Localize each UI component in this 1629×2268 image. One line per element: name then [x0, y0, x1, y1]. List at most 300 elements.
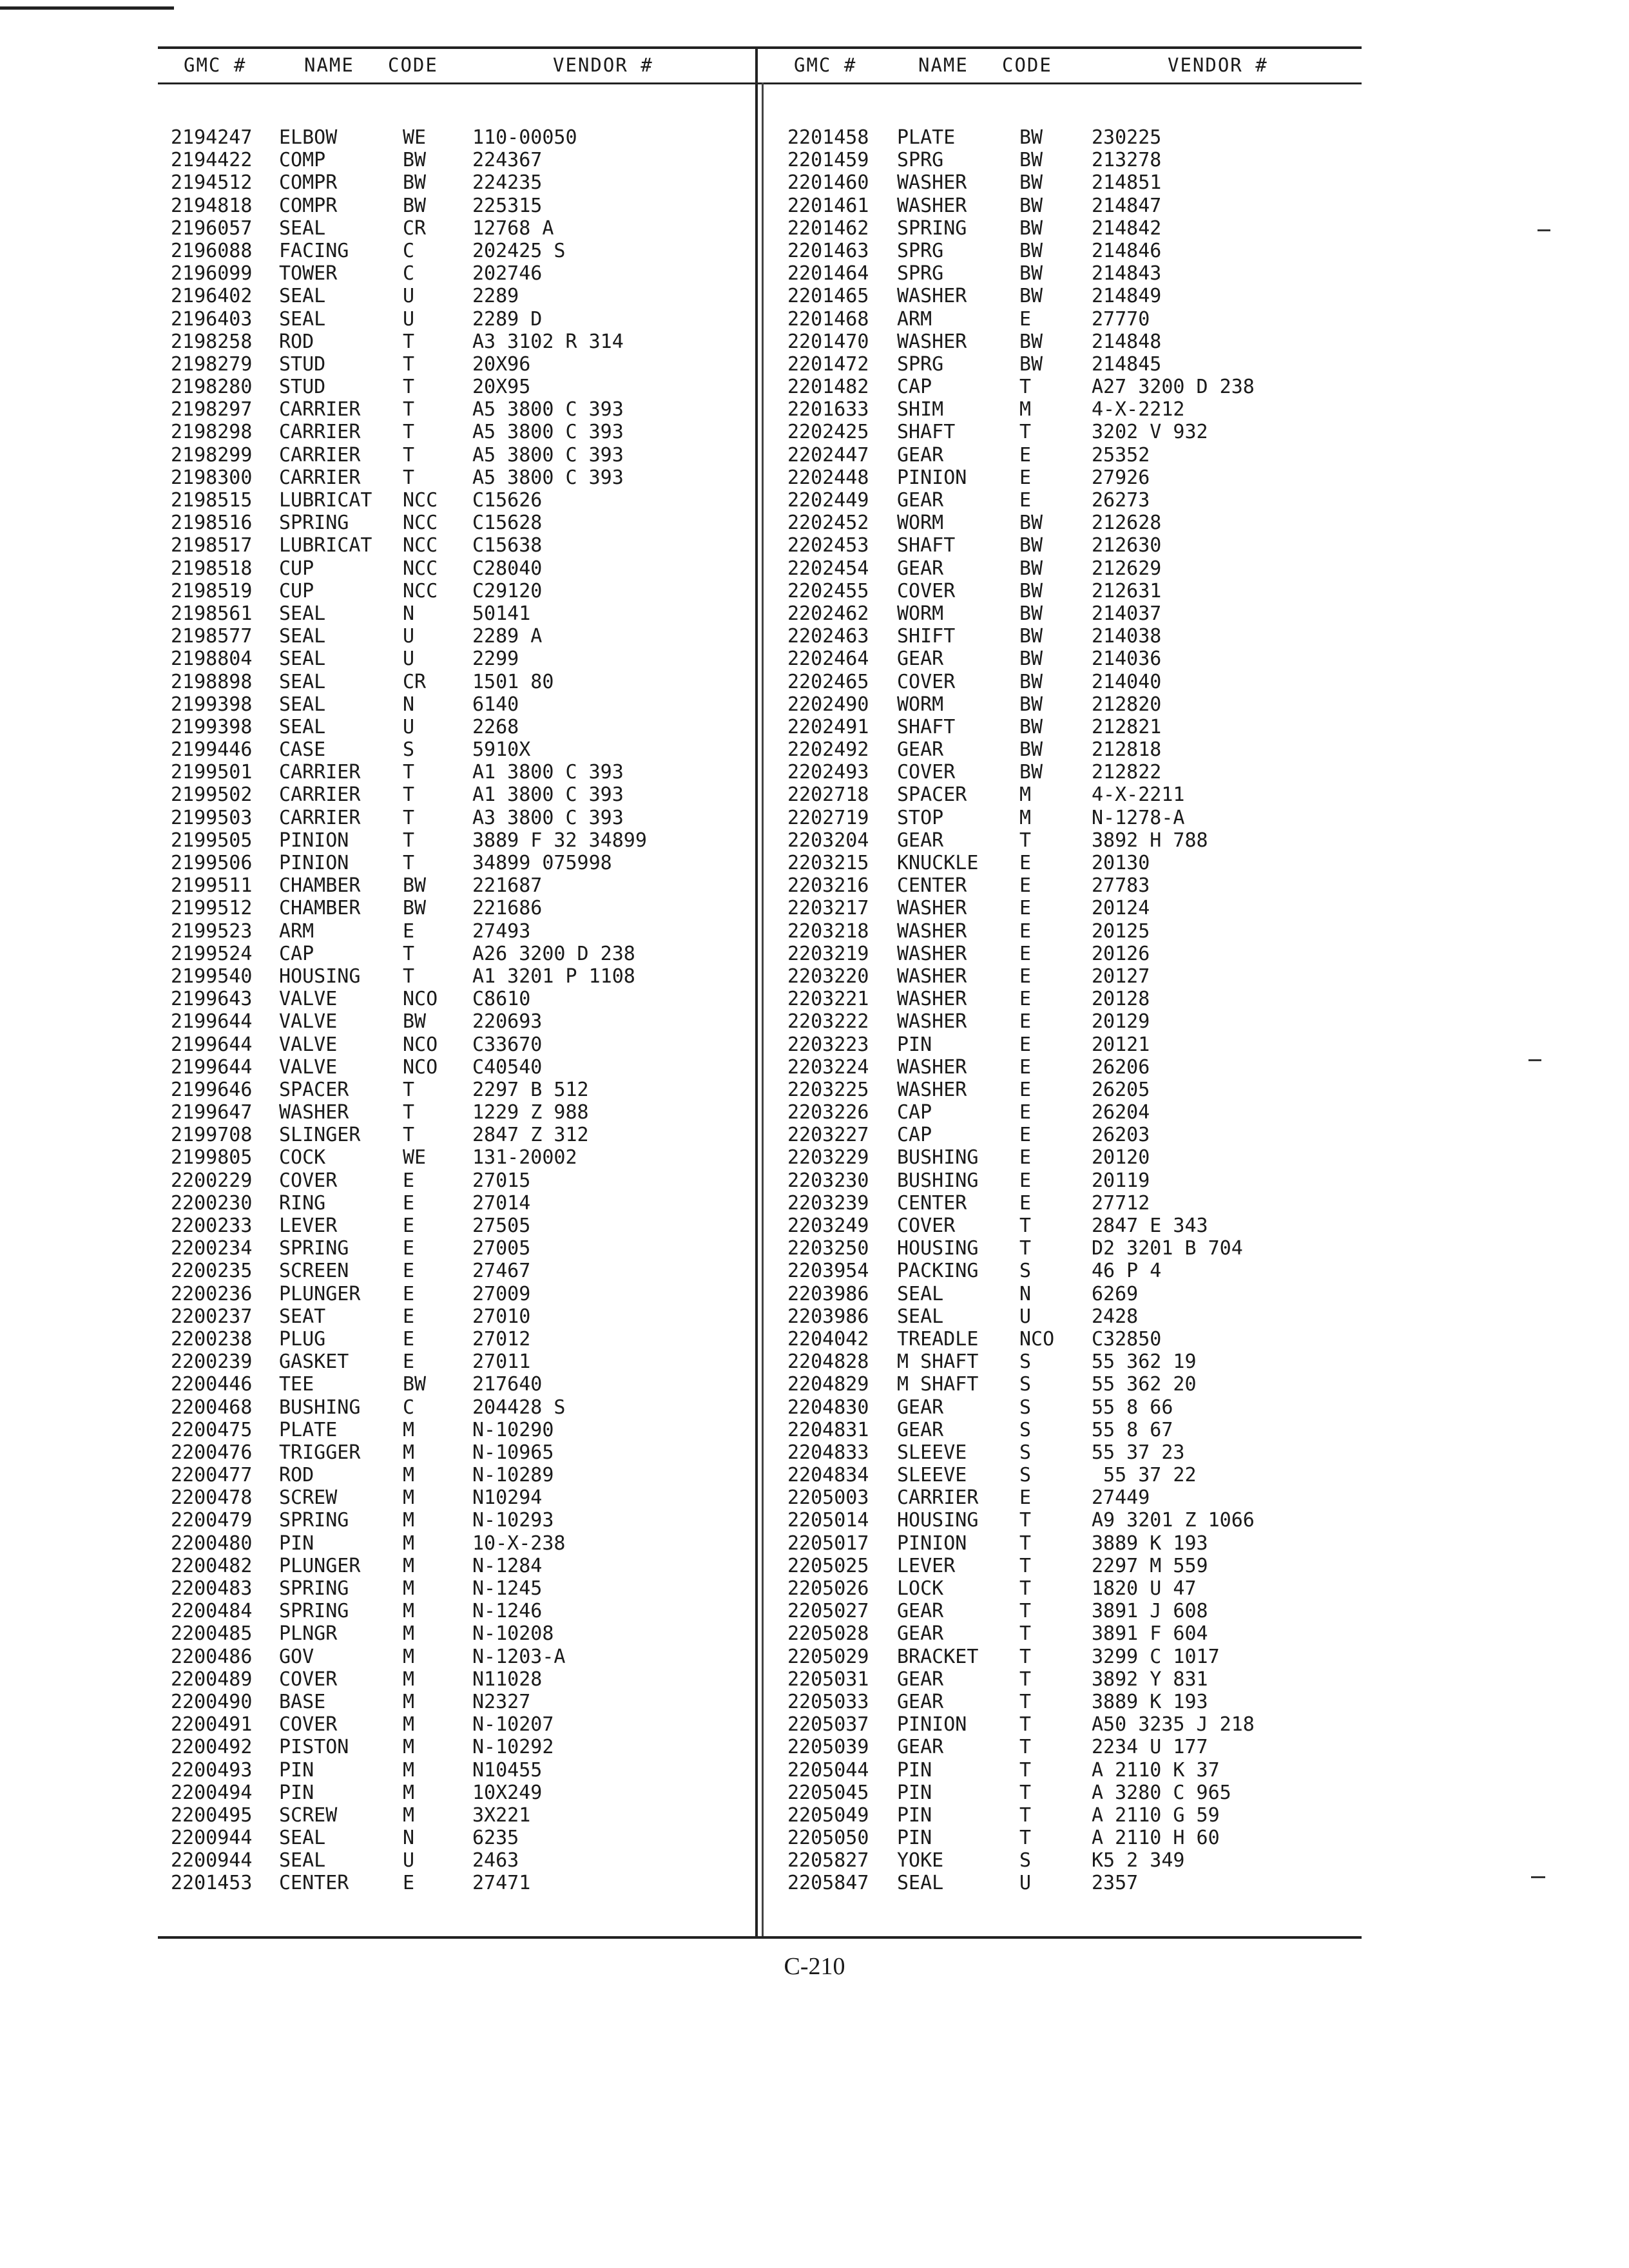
vendor-number: 55 37 23 [1092, 1441, 1185, 1464]
gmc-number: 2201460 [787, 171, 869, 195]
gmc-number: 2202455 [787, 579, 869, 602]
vendor-code: E [1019, 919, 1032, 943]
part-name: GEAR [897, 829, 944, 852]
gmc-number: 2201463 [787, 239, 869, 262]
gmc-number: 2200484 [171, 1600, 253, 1623]
part-name: LEVER [897, 1554, 956, 1577]
gmc-number: 2203954 [787, 1260, 869, 1283]
part-name: GEAR [897, 648, 944, 671]
vendor-number: 3889 F 32 34899 [472, 829, 647, 852]
vendor-code: T [403, 783, 415, 807]
vendor-code: E [1019, 489, 1032, 512]
gmc-number: 2199512 [171, 897, 253, 920]
vendor-code: NCO [403, 988, 438, 1011]
vendor-code: M [403, 1441, 415, 1464]
part-name: M SHAFT [897, 1373, 979, 1396]
vendor-number: 2289 A [472, 625, 543, 648]
gmc-number: 2205045 [787, 1781, 869, 1804]
vendor-code: T [403, 443, 415, 466]
part-name: SCREW [279, 1803, 338, 1827]
gmc-number: 2201470 [787, 330, 869, 353]
vendor-code: BW [1019, 352, 1043, 376]
gmc-number: 2200480 [171, 1532, 253, 1555]
vendor-number: N-1284 [472, 1554, 543, 1577]
vendor-number: C28040 [472, 557, 543, 580]
vendor-number: A5 3800 C 393 [472, 421, 624, 444]
vendor-number: 1820 U 47 [1092, 1577, 1197, 1600]
vendor-code: BW [1019, 171, 1043, 195]
vendor-number: 20127 [1092, 965, 1150, 988]
part-name: SEAL [897, 1305, 944, 1328]
vendor-number: 214849 [1092, 285, 1162, 308]
gmc-number: 2203239 [787, 1191, 869, 1215]
vendor-number: 27010 [472, 1305, 531, 1328]
vendor-number: 20119 [1092, 1169, 1150, 1192]
vendor-code: T [403, 330, 415, 353]
vendor-code: M [403, 1464, 415, 1487]
vendor-code: T [1019, 1600, 1032, 1623]
part-name: GEAR [897, 1690, 944, 1713]
vendor-number: N2327 [472, 1690, 531, 1713]
vendor-code: S [1019, 1441, 1032, 1464]
part-name: PISTON [279, 1736, 349, 1759]
gmc-number: 2198577 [171, 625, 253, 648]
gmc-number: 2205026 [787, 1577, 869, 1600]
vendor-number: 2297 B 512 [472, 1078, 589, 1101]
part-name: WASHER [897, 897, 967, 920]
vendor-number: 10-X-238 [472, 1532, 566, 1555]
vendor-number: 2847 Z 312 [472, 1124, 589, 1147]
vendor-code: S [1019, 1464, 1032, 1487]
part-name: COMPR [279, 171, 338, 195]
vendor-code: M [1019, 806, 1032, 829]
part-name: SPRING [279, 1600, 349, 1623]
part-name: ROD [279, 330, 314, 353]
vendor-number: 6235 [472, 1827, 519, 1850]
part-name: ROD [279, 1464, 314, 1487]
vendor-code: M [1019, 398, 1032, 421]
gmc-number: 2205028 [787, 1622, 869, 1646]
part-name: BUSHING [897, 1169, 979, 1192]
gmc-number: 2205827 [787, 1849, 869, 1872]
gmc-number: 2198280 [171, 376, 253, 399]
part-name: CAP [897, 1124, 932, 1147]
part-name: PLUG [279, 1327, 326, 1350]
vendor-number: 224235 [472, 171, 543, 195]
vendor-code: M [403, 1713, 415, 1736]
gmc-number: 2199511 [171, 874, 253, 898]
gmc-number: 2199647 [171, 1101, 253, 1124]
vendor-number: 55 8 67 [1092, 1418, 1173, 1441]
vendor-code: E [403, 1327, 415, 1350]
vendor-code: M [403, 1690, 415, 1713]
vendor-code: CR [403, 670, 427, 693]
vendor-code: S [1019, 1849, 1032, 1872]
part-name: SCREW [279, 1486, 338, 1510]
vendor-number: C40540 [472, 1055, 543, 1079]
vendor-number: 20121 [1092, 1033, 1150, 1056]
vendor-number: D2 3201 B 704 [1092, 1237, 1243, 1260]
right-header-gmc: GMC # [794, 54, 857, 76]
gmc-number: 2203222 [787, 1010, 869, 1033]
vendor-number: 217640 [472, 1373, 543, 1396]
vendor-code: N [403, 693, 415, 716]
part-name: SHAFT [897, 715, 956, 738]
part-name: PLUNGER [279, 1282, 361, 1305]
vendor-code: E [1019, 1191, 1032, 1215]
vendor-code: NCC [403, 512, 438, 535]
vendor-code: BW [403, 171, 427, 195]
part-name: COVER [897, 761, 956, 784]
gmc-number: 2200475 [171, 1418, 253, 1441]
gmc-number: 2201464 [787, 262, 869, 285]
vendor-code: S [1019, 1418, 1032, 1441]
gmc-number: 2200944 [171, 1827, 253, 1850]
gmc-number: 2199502 [171, 783, 253, 807]
vendor-code: T [1019, 1554, 1032, 1577]
gmc-number: 2196403 [171, 307, 253, 331]
part-name: PIN [279, 1532, 314, 1555]
gmc-number: 2201458 [787, 126, 869, 149]
vendor-code: M [403, 1509, 415, 1532]
part-name: PIN [897, 1827, 932, 1850]
margin-mark [1528, 1059, 1541, 1061]
vendor-number: 204428 S [472, 1396, 566, 1419]
vendor-code: E [403, 1305, 415, 1328]
vendor-code: T [403, 376, 415, 399]
gmc-number: 2199524 [171, 942, 253, 965]
gmc-number: 2202719 [787, 806, 869, 829]
gmc-number: 2198300 [171, 466, 253, 489]
vendor-code: BW [403, 194, 427, 217]
vendor-code: E [1019, 1101, 1032, 1124]
part-name: GEAR [897, 1600, 944, 1623]
vendor-number: N-10207 [472, 1713, 554, 1736]
part-name: CARRIER [897, 1486, 979, 1510]
gmc-number: 2200485 [171, 1622, 253, 1646]
vendor-code: BW [403, 1373, 427, 1396]
vendor-code: E [1019, 1078, 1032, 1101]
vendor-code: T [403, 942, 415, 965]
gmc-number: 2198898 [171, 670, 253, 693]
vendor-number: 12768 A [472, 216, 554, 240]
gmc-number: 2205014 [787, 1509, 869, 1532]
gmc-number: 2203218 [787, 919, 869, 943]
gmc-number: 2198299 [171, 443, 253, 466]
gmc-number: 2201472 [787, 352, 869, 376]
part-name: PLUNGER [279, 1554, 361, 1577]
vendor-number: 27712 [1092, 1191, 1150, 1215]
part-name: CUP [279, 579, 314, 602]
vendor-code: E [1019, 874, 1032, 898]
vendor-number: N-10208 [472, 1622, 554, 1646]
gmc-number: 2204830 [787, 1396, 869, 1419]
gmc-number: 2200489 [171, 1667, 253, 1691]
vendor-code: M [1019, 783, 1032, 807]
part-name: SPRG [897, 262, 944, 285]
gmc-number: 2199503 [171, 806, 253, 829]
vendor-code: BW [1019, 715, 1043, 738]
part-name: WORM [897, 602, 944, 625]
vendor-code: E [1019, 988, 1032, 1011]
gmc-number: 2200237 [171, 1305, 253, 1328]
part-name: PIN [279, 1758, 314, 1782]
gmc-number: 2204833 [787, 1441, 869, 1464]
part-name: SPRG [897, 149, 944, 172]
vendor-code: S [1019, 1260, 1032, 1283]
vendor-number: 55 37 22 [1092, 1464, 1197, 1487]
part-name: GEAR [897, 1667, 944, 1691]
gmc-number: 2205033 [787, 1690, 869, 1713]
part-name: VALVE [279, 1033, 338, 1056]
gmc-number: 2202492 [787, 738, 869, 762]
gmc-number: 2194818 [171, 194, 253, 217]
part-name: CARRIER [279, 466, 361, 489]
gmc-number: 2203986 [787, 1305, 869, 1328]
gmc-number: 2205039 [787, 1736, 869, 1759]
vendor-number: C33670 [472, 1033, 543, 1056]
vendor-number: 26206 [1092, 1055, 1150, 1079]
vendor-number: C15628 [472, 512, 543, 535]
vendor-code: C [403, 239, 415, 262]
gmc-number: 2205017 [787, 1532, 869, 1555]
gmc-number: 2202490 [787, 693, 869, 716]
vendor-number: 2297 M 559 [1092, 1554, 1208, 1577]
part-name: SPRING [279, 1577, 349, 1600]
gmc-number: 2200238 [171, 1327, 253, 1350]
vendor-code: E [1019, 307, 1032, 331]
part-name: GEAR [897, 443, 944, 466]
vendor-number: 2299 [472, 648, 519, 671]
vendor-code: BW [1019, 149, 1043, 172]
part-name: BUSHING [279, 1396, 361, 1419]
part-name: M SHAFT [897, 1350, 979, 1374]
vendor-number: 27009 [472, 1282, 531, 1305]
gmc-number: 2200478 [171, 1486, 253, 1510]
vendor-number: 212628 [1092, 512, 1162, 535]
vendor-code: M [403, 1781, 415, 1804]
part-name: SEAL [279, 216, 326, 240]
gmc-number: 2198518 [171, 557, 253, 580]
vendor-number: 50141 [472, 602, 531, 625]
vendor-code: T [1019, 1713, 1032, 1736]
vendor-code: T [403, 421, 415, 444]
gmc-number: 2198279 [171, 352, 253, 376]
gmc-number: 2199506 [171, 852, 253, 874]
part-name: COVER [279, 1713, 338, 1736]
vendor-code: BW [1019, 602, 1043, 625]
vendor-number: A5 3800 C 393 [472, 398, 624, 421]
vendor-number: C15638 [472, 534, 543, 557]
gmc-number: 2199643 [171, 988, 253, 1011]
gmc-number: 2200477 [171, 1464, 253, 1487]
vendor-number: 3892 H 788 [1092, 829, 1208, 852]
vendor-code: T [1019, 829, 1032, 852]
vendor-number: 25352 [1092, 443, 1150, 466]
gmc-number: 2204834 [787, 1464, 869, 1487]
part-name: SHIFT [897, 625, 956, 648]
part-name: WASHER [897, 285, 967, 308]
vendor-number: A 2110 K 37 [1092, 1758, 1220, 1782]
vendor-code: M [403, 1803, 415, 1827]
gmc-number: 2202493 [787, 761, 869, 784]
vendor-number: A26 3200 D 238 [472, 942, 635, 965]
part-name: ARM [897, 307, 932, 331]
bottom-rule [158, 1936, 1362, 1939]
vendor-code: BW [1019, 738, 1043, 762]
gmc-number: 2200239 [171, 1350, 253, 1374]
vendor-code: BW [1019, 579, 1043, 602]
part-name: WASHER [897, 330, 967, 353]
margin-mark [1531, 1876, 1545, 1878]
vendor-number: 20130 [1092, 852, 1150, 874]
vendor-number: 202425 S [472, 239, 566, 262]
part-name: PACKING [897, 1260, 979, 1283]
gmc-number: 2199501 [171, 761, 253, 784]
vendor-number: 26203 [1092, 1124, 1150, 1147]
gmc-number: 2200495 [171, 1803, 253, 1827]
vendor-code: U [1019, 1872, 1032, 1895]
part-name: PINION [897, 1713, 967, 1736]
vendor-number: 214848 [1092, 330, 1162, 353]
vendor-code: E [1019, 1033, 1032, 1056]
gmc-number: 2204828 [787, 1350, 869, 1374]
gmc-number: 2202452 [787, 512, 869, 535]
vendor-code: M [403, 1577, 415, 1600]
vendor-code: BW [1019, 285, 1043, 308]
gmc-number: 2200476 [171, 1441, 253, 1464]
part-name: CENTER [279, 1872, 349, 1895]
vendor-number: 221687 [472, 874, 543, 898]
gmc-number: 2203249 [787, 1215, 869, 1237]
part-name: TRIGGER [279, 1441, 361, 1464]
gmc-number: 2203220 [787, 965, 869, 988]
part-name: WASHER [279, 1101, 349, 1124]
left-header-code: CODE [388, 54, 438, 76]
part-name: WASHER [897, 1078, 967, 1101]
vendor-number: 212629 [1092, 557, 1162, 580]
vendor-number: N-10292 [472, 1736, 554, 1759]
vendor-number: 230225 [1092, 126, 1162, 149]
vendor-code: T [1019, 1758, 1032, 1782]
vendor-code: BW [1019, 216, 1043, 240]
gmc-number: 2204042 [787, 1327, 869, 1350]
part-name: SHAFT [897, 534, 956, 557]
gmc-number: 2199646 [171, 1078, 253, 1101]
vendor-code: T [1019, 421, 1032, 444]
gmc-number: 2200446 [171, 1373, 253, 1396]
vendor-number: 20128 [1092, 988, 1150, 1011]
vendor-number: 2357 [1092, 1872, 1139, 1895]
gmc-number: 2200479 [171, 1509, 253, 1532]
part-name: COVER [897, 1215, 956, 1237]
vendor-code: E [1019, 1124, 1032, 1147]
vendor-code: M [403, 1758, 415, 1782]
vendor-number: 2847 E 343 [1092, 1215, 1208, 1237]
vendor-number: 3889 K 193 [1092, 1690, 1208, 1713]
vendor-number: 5910X [472, 738, 531, 762]
vendor-code: M [403, 1418, 415, 1441]
vendor-number: 20129 [1092, 1010, 1150, 1033]
gmc-number: 2203224 [787, 1055, 869, 1079]
vendor-code: E [403, 1169, 415, 1192]
vendor-code: T [1019, 1803, 1032, 1827]
part-name: HOUSING [279, 965, 361, 988]
vendor-number: 214037 [1092, 602, 1162, 625]
gmc-number: 2198515 [171, 489, 253, 512]
vendor-number: A3 3102 R 314 [472, 330, 624, 353]
part-name: SPRG [897, 239, 944, 262]
gmc-number: 2201461 [787, 194, 869, 217]
vendor-number: N10455 [472, 1758, 543, 1782]
gmc-number: 2200229 [171, 1169, 253, 1192]
vendor-code: E [403, 1191, 415, 1215]
part-name: SLINGER [279, 1124, 361, 1147]
part-name: STUD [279, 352, 326, 376]
part-name: SPRG [897, 352, 944, 376]
vendor-code: C [403, 1396, 415, 1419]
vendor-code: N [403, 602, 415, 625]
vendor-number: 214036 [1092, 648, 1162, 671]
vendor-number: 20X95 [472, 376, 531, 399]
part-name: COVER [279, 1169, 338, 1192]
right-header-name: NAME [918, 54, 969, 76]
vendor-code: NCO [1019, 1327, 1055, 1350]
gmc-number: 2203226 [787, 1101, 869, 1124]
vendor-number: 110-00050 [472, 126, 577, 149]
vendor-code: NCC [403, 489, 438, 512]
gmc-number: 2200944 [171, 1849, 253, 1872]
gmc-number: 2200482 [171, 1554, 253, 1577]
gmc-number: 2196057 [171, 216, 253, 240]
vendor-number: 214038 [1092, 625, 1162, 648]
vendor-code: E [1019, 852, 1032, 874]
part-name: COVER [897, 670, 956, 693]
part-name: GEAR [897, 1418, 944, 1441]
part-name: PINION [897, 1532, 967, 1555]
vendor-number: C32850 [1092, 1327, 1162, 1350]
gmc-number: 2203229 [787, 1146, 869, 1169]
vendor-number: 26205 [1092, 1078, 1150, 1101]
vendor-code: E [403, 1215, 415, 1237]
part-name: SPRING [279, 512, 349, 535]
right-header-code: CODE [1002, 54, 1052, 76]
vendor-code: T [1019, 1781, 1032, 1804]
vendor-code: T [403, 1078, 415, 1101]
part-name: CENTER [897, 874, 967, 898]
vendor-number: 34899 075998 [472, 852, 612, 874]
part-name: PIN [279, 1781, 314, 1804]
vendor-code: E [403, 1350, 415, 1374]
part-name: PLNGR [279, 1622, 338, 1646]
vendor-number: 27770 [1092, 307, 1150, 331]
part-name: GEAR [897, 557, 944, 580]
vendor-code: M [403, 1622, 415, 1646]
vendor-code: M [403, 1667, 415, 1691]
part-name: PLATE [897, 126, 956, 149]
left-header-name: NAME [304, 54, 354, 76]
vendor-number: A 2110 H 60 [1092, 1827, 1220, 1850]
vendor-code: S [1019, 1373, 1032, 1396]
gmc-number: 2199505 [171, 829, 253, 852]
part-name: WASHER [897, 1010, 967, 1033]
vendor-number: 212821 [1092, 715, 1162, 738]
gmc-number: 2199540 [171, 965, 253, 988]
vendor-code: BW [403, 897, 427, 920]
part-name: WASHER [897, 965, 967, 988]
vendor-code: M [403, 1486, 415, 1510]
vendor-number: 212631 [1092, 579, 1162, 602]
